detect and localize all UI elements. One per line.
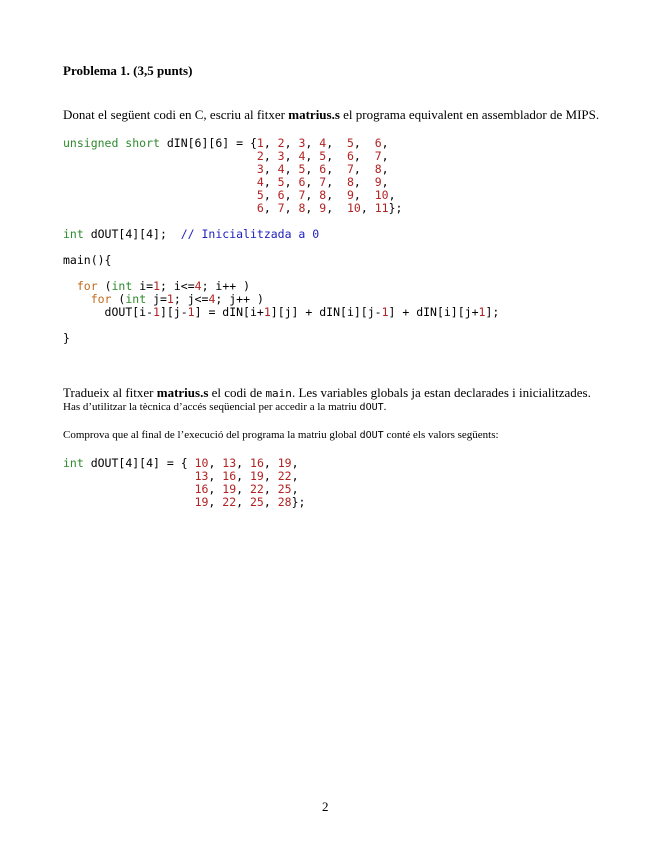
matrix-value: 13 <box>194 469 209 483</box>
matrix-value: 5 <box>319 149 327 163</box>
dout-declaration: int dOUT[4][4]; // Inicialitzada a 0 <box>63 227 320 241</box>
matrix-value: 16 <box>250 456 264 470</box>
matrix-value: 16 <box>222 469 237 483</box>
loop-statement: dOUT[i-1][j-1] = dIN[i+1][j] + dIN[i][j-1] + dIN[i][j+1]; <box>104 305 500 319</box>
translate-instruction: Tradueix al fitxer matrius.s el codi de main. Les variables globals ja estan declarades i inicialitzades. <box>63 385 591 400</box>
matrix-value: 6 <box>277 188 285 202</box>
matrix-value: 5 <box>346 136 354 150</box>
matrix-value: 7 <box>298 188 306 202</box>
matrix-value: 8 <box>319 188 327 202</box>
matrix-value: 7 <box>277 201 285 215</box>
matrix-value: 5 <box>256 188 264 202</box>
inner-for-loop: for (int j=1; j<=4; j++ ) <box>90 292 264 306</box>
matrix-value: 9 <box>319 201 327 215</box>
matrix-value: 8 <box>346 175 354 189</box>
page-title: Problema 1. (3,5 punts) <box>63 63 193 78</box>
matrix-value: 5 <box>277 175 285 189</box>
matrix-value: 22 <box>222 495 237 509</box>
matrix-value: 2 <box>256 149 264 163</box>
matrix-value: 25 <box>250 495 264 509</box>
matrix-value: 4 <box>298 149 306 163</box>
verification-note: Comprova que al final de l’execució del programa la matriu global dOUT conté els valors següents: <box>63 429 499 441</box>
page-number: 2 <box>322 799 329 814</box>
matrix-value: 4 <box>277 162 285 176</box>
expected-result-block: int dOUT[4][4] = { 10, 13, 16, 19, 13, 16, 19, 22, 16, 19, 22, 25, 19, 22, 25, 28}; <box>63 456 306 509</box>
matrix-value: 6 <box>319 162 327 176</box>
matrix-value: 3 <box>298 136 306 150</box>
matrix-value: 13 <box>222 456 237 470</box>
matrix-value: 3 <box>256 162 264 176</box>
matrix-value: 10 <box>346 201 361 215</box>
matrix-value: 6 <box>346 149 354 163</box>
matrix-value: 6 <box>256 201 264 215</box>
matrix-value: 9 <box>346 188 354 202</box>
c-code-block <box>63 137 499 345</box>
outer-for-loop: for (int i=1; i<=4; i++ ) <box>76 279 251 293</box>
matrix-value: 6 <box>374 136 382 150</box>
matrix-value: 4 <box>319 136 327 150</box>
matrix-value: 3 <box>277 149 285 163</box>
main-signature: main(){ <box>63 253 112 267</box>
sequential-access-note: Has d’utilitzar la tècnica d’accés seqüencial per accedir a la matriu dOUT. <box>63 401 387 413</box>
matrix-value: 7 <box>319 175 327 189</box>
matrix-value: 10 <box>194 456 209 470</box>
matrix-value: 22 <box>277 469 292 483</box>
matrix-value: 11 <box>374 201 389 215</box>
matrix-value: 19 <box>222 482 237 496</box>
matrix-value: 25 <box>277 482 292 496</box>
matrix-value: 8 <box>298 201 306 215</box>
matrix-value: 7 <box>374 149 382 163</box>
matrix-value: 6 <box>298 175 306 189</box>
matrix-value: 8 <box>374 162 382 176</box>
intro-paragraph: Donat el següent codi en C, escriu al fitxer matrius.s el programa equivalent en assemblador de MIPS. <box>63 107 600 122</box>
matrix-value: 4 <box>256 175 264 189</box>
matrix-value: 28 <box>277 495 292 509</box>
matrix-value: 5 <box>298 162 306 176</box>
matrix-value: 19 <box>250 469 264 483</box>
din-declaration: unsigned short dIN[6][6] = {1, 2, 3, 4, 5, 6, 2, 3, 4, 5, 6, 7, 3, 4, 5, 6, 7, 8, 4, 5, 6, 7, 8, 9, 5, 6, 7, 8, 9, 10, 6, 7, 8, 9, 10, 11}; <box>63 136 403 215</box>
matrix-value: 7 <box>346 162 354 176</box>
matrix-value: 10 <box>374 188 389 202</box>
main-close-brace: } <box>63 331 70 345</box>
matrix-value: 9 <box>374 175 382 189</box>
matrix-value: 16 <box>194 482 209 496</box>
matrix-value: 19 <box>194 495 209 509</box>
matrix-value: 1 <box>256 136 264 150</box>
matrix-value: 2 <box>277 136 285 150</box>
matrix-value: 19 <box>277 456 292 470</box>
matrix-value: 22 <box>250 482 264 496</box>
